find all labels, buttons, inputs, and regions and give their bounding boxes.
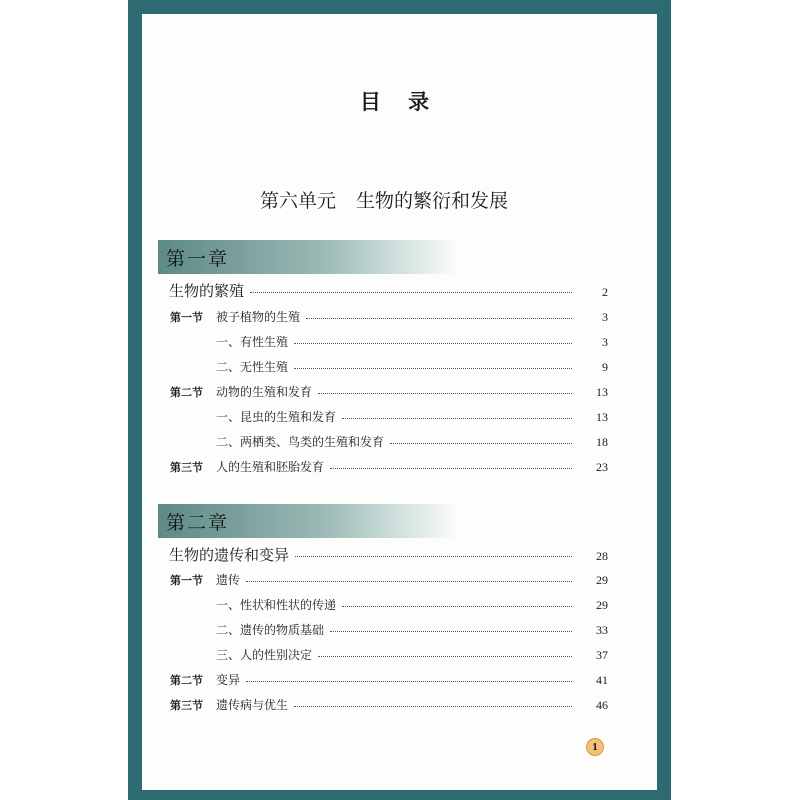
chapter-1-banner bbox=[158, 240, 458, 274]
subsection-title: 一、性状和性状的传递 bbox=[216, 598, 337, 612]
page-ref: 3 bbox=[602, 310, 608, 324]
page-ref: 2 bbox=[602, 285, 608, 299]
leader-dots bbox=[318, 393, 572, 394]
section-number: 第三节 bbox=[170, 699, 203, 712]
toc-row[interactable] bbox=[142, 458, 657, 475]
toc-row[interactable] bbox=[142, 646, 657, 663]
document-page bbox=[142, 14, 657, 790]
section-title: 变异 bbox=[216, 673, 241, 687]
toc-row[interactable] bbox=[142, 571, 657, 588]
page-ref: 46 bbox=[596, 698, 608, 712]
toc-row[interactable] bbox=[142, 358, 657, 375]
leader-dots bbox=[306, 318, 572, 319]
toc-row[interactable] bbox=[142, 333, 657, 350]
page-ref: 23 bbox=[596, 460, 608, 474]
page-ref: 37 bbox=[596, 648, 608, 662]
leader-dots bbox=[246, 681, 572, 682]
section-number: 第一节 bbox=[170, 311, 203, 324]
chapter-2-banner bbox=[158, 504, 458, 538]
toc-row[interactable] bbox=[142, 408, 657, 425]
leader-dots bbox=[342, 606, 572, 607]
toc-row[interactable] bbox=[142, 383, 657, 400]
page-ref: 9 bbox=[602, 360, 608, 374]
page-ref: 33 bbox=[596, 623, 608, 637]
page-ref: 13 bbox=[596, 385, 608, 399]
page-title: 目 录 bbox=[359, 90, 440, 114]
toc-row[interactable] bbox=[142, 433, 657, 450]
chapter-title: 生物的繁殖 bbox=[169, 282, 245, 300]
leader-dots bbox=[294, 368, 572, 369]
subsection-title: 二、遗传的物质基础 bbox=[216, 623, 325, 637]
unit-name: 生物的繁衍和发展 bbox=[356, 190, 509, 212]
leader-dots bbox=[330, 468, 572, 469]
chapter-1-heading-row[interactable] bbox=[142, 280, 657, 301]
page-ref: 28 bbox=[596, 549, 608, 563]
unit-heading bbox=[260, 186, 508, 213]
subsection-title: 二、两栖类、鸟类的生殖和发育 bbox=[216, 435, 385, 449]
page-ref: 18 bbox=[596, 435, 608, 449]
subsection-title: 三、人的性别决定 bbox=[216, 648, 313, 662]
section-number: 第二节 bbox=[170, 386, 203, 399]
page-ref: 41 bbox=[596, 673, 608, 687]
page-ref: 29 bbox=[596, 573, 608, 587]
section-title: 遗传 bbox=[216, 573, 241, 587]
page-ref: 13 bbox=[596, 410, 608, 424]
toc-row[interactable] bbox=[142, 621, 657, 638]
page-ref: 3 bbox=[602, 335, 608, 349]
section-number: 第三节 bbox=[170, 461, 203, 474]
unit-number: 第六单元 bbox=[260, 190, 337, 212]
leader-dots bbox=[318, 656, 572, 657]
leader-dots bbox=[330, 631, 572, 632]
toc-row[interactable] bbox=[142, 671, 657, 688]
subsection-title: 二、无性生殖 bbox=[216, 360, 289, 374]
chapter-2-heading-row[interactable] bbox=[142, 544, 657, 565]
page-number-badge: 1 bbox=[586, 738, 604, 756]
leader-dots bbox=[294, 706, 572, 707]
chapter-2-label: 第二章 bbox=[166, 511, 230, 534]
section-title: 被子植物的生殖 bbox=[216, 310, 301, 324]
section-number: 第二节 bbox=[170, 674, 203, 687]
section-title: 遗传病与优生 bbox=[216, 698, 289, 712]
leader-dots bbox=[390, 443, 572, 444]
subsection-title: 一、有性生殖 bbox=[216, 335, 289, 349]
section-title: 动物的生殖和发育 bbox=[216, 385, 313, 399]
leader-dots bbox=[250, 292, 572, 293]
chapter-1-label: 第一章 bbox=[166, 247, 230, 270]
page-ref: 29 bbox=[596, 598, 608, 612]
leader-dots bbox=[246, 581, 572, 582]
section-number: 第一节 bbox=[170, 574, 203, 587]
chapter-title: 生物的遗传和变异 bbox=[169, 546, 290, 564]
subsection-title: 一、昆虫的生殖和发育 bbox=[216, 410, 337, 424]
leader-dots bbox=[295, 556, 572, 557]
section-title: 人的生殖和胚胎发育 bbox=[216, 460, 325, 474]
leader-dots bbox=[294, 343, 572, 344]
toc-row[interactable] bbox=[142, 596, 657, 613]
toc-row[interactable] bbox=[142, 696, 657, 713]
toc-row[interactable] bbox=[142, 308, 657, 325]
leader-dots bbox=[342, 418, 572, 419]
